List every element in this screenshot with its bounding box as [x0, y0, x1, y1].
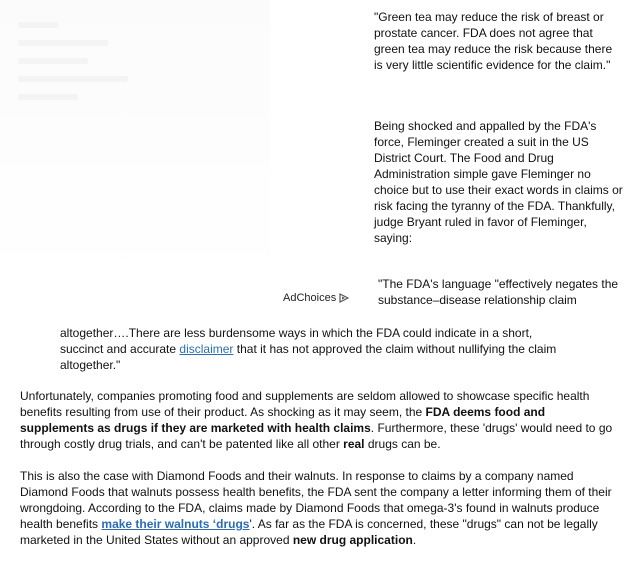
- paragraph-text: .: [412, 533, 417, 547]
- quote-text: altogether….There are less burdensome ways in which the FDA could indicate in a short, succinct and accurate: [60, 326, 533, 356]
- green-tea-quote: "Green tea may reduce the risk of breast or prostate cancer. FDA does not agree that green tea may reduce the risk because there is very little scientific evidence for the claim.": [374, 10, 613, 72]
- faded-sidebar-region: [0, 0, 270, 280]
- faded-line: [18, 22, 58, 28]
- bold-phrase: FDA deems food and supplements as drugs if they are marketed with health claims: [20, 405, 546, 435]
- paragraph-text: '. As far as the FDA is concerned, these "drugs" can not be legally marketed in the United States without an approved: [20, 517, 598, 547]
- disclaimer-link[interactable]: disclaimer: [179, 342, 234, 356]
- faded-line: [18, 58, 88, 64]
- judge-quote-continuation: [60, 325, 560, 373]
- faded-line: [18, 40, 108, 46]
- paragraph-text: drugs can be.: [364, 437, 441, 451]
- paragraph-text: Unfortunately, companies promoting food and supplements are seldom allowed to showcase specific health benefits resulting from use of their product. As shocking as it may seem, the: [20, 389, 590, 419]
- faded-line: [18, 94, 78, 100]
- drugs-paragraph: [20, 388, 620, 452]
- paragraph-text: . Furthermore, these 'drugs' would need to go through costly drug trials, and can't be patented like all other: [20, 421, 613, 451]
- adchoices-label: AdChoices: [283, 292, 337, 304]
- fleminger-paragraph: Being shocked and appalled by the FDA's force, Fleminger created a suit in the US District Court. The Food and Drug Administration simple gave Fleminger no choice but to use their exact words in claims or risk facing the tyranny of the FDA. Thankfully, judge Bryant ruled in favor of Fleminger, saying:: [374, 119, 623, 245]
- adchoices-triangle-icon: [339, 293, 349, 303]
- quote-text: that it has not approved the claim without nullifying the claim altogether.": [60, 342, 557, 372]
- bold-phrase: real: [343, 437, 365, 451]
- judge-quote-start: "The FDA's language "effectively negates the substance–disease relationship claim: [378, 277, 619, 307]
- walnuts-drugs-link[interactable]: make their walnuts ‘drugs: [101, 517, 250, 531]
- paragraph-text: This is also the case with Diamond Foods and their walnuts. In response to claims by a company named Diamond Foods that walnuts possess health benefits, the FDA sent the company a letter informing them of their wrongdoing. According to the FDA, claims made by Diamond Foods that omega-3's found in walnuts produce health benefits: [20, 469, 612, 531]
- faded-line: [18, 76, 128, 82]
- walnuts-paragraph: [20, 468, 620, 548]
- bold-phrase: new drug application: [292, 533, 413, 547]
- adchoices-link[interactable]: [283, 291, 349, 305]
